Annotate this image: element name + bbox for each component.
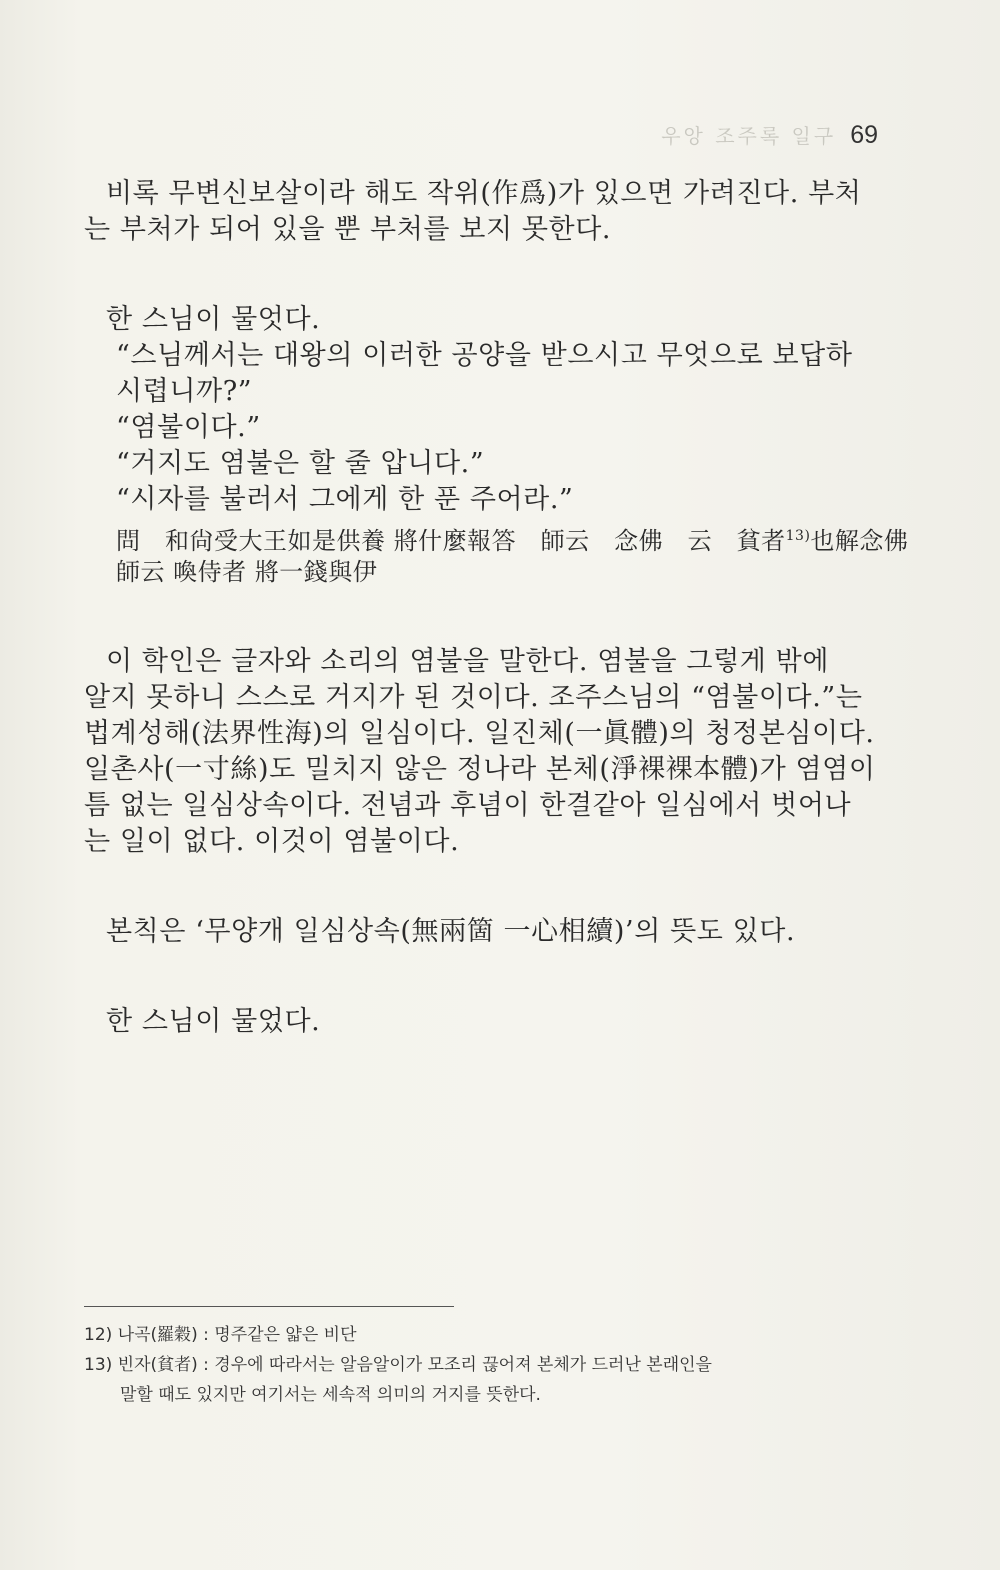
page-header: [661, 120, 878, 150]
text-line: 틈 없는 일심상속이다. 전념과 후념이 한결같아 일심에서 벗어나: [84, 790, 852, 821]
text-line: 비록 무변신보살이라 해도 작위(作爲)가 있으면 가려진다. 부처: [106, 178, 862, 209]
text-line: 일촌사(一寸絲)도 밀치지 않은 정나라 본체(淨裸裸本體)가 염염이: [84, 754, 876, 785]
classical-chinese-line: 問 和尙受大王如是供養 將什麼報答 師云 念佛 云 貧者$^{13)}$也解念佛: [116, 527, 909, 555]
footnote-divider: [84, 1306, 454, 1307]
dialogue-line: “거지도 염불은 할 줄 압니다.”: [116, 448, 485, 479]
dialogue-line: “염불이다.”: [116, 412, 261, 443]
running-title: 우앙 조주록 일구: [661, 124, 837, 148]
footnotes: [84, 1320, 904, 1410]
footnote-13-continued: 말할 때도 있지만 여기서는 세속적 의미의 거지를 뜻한다.: [120, 1385, 541, 1405]
text-line: 본칙은 ‘무양개 일심상속(無兩箇 一心相續)’의 뜻도 있다.: [106, 916, 796, 947]
text-line: 알지 못하니 스스로 거지가 된 것이다. 조주스님의 “염불이다.”는: [84, 682, 863, 713]
page-number: 69: [850, 121, 878, 149]
text-line: 는 부처가 되어 있을 뿐 부처를 보지 못한다.: [84, 214, 612, 245]
paragraph-gap: [84, 860, 894, 914]
text-line: 한 스님이 물었다.: [106, 1006, 321, 1037]
classical-chinese-line: 師云 喚侍者 將一錢與伊: [116, 558, 378, 586]
paragraph-gap: [84, 248, 894, 302]
dialogue-line: 시렵니까?”: [116, 376, 253, 407]
text-line: 는 일이 없다. 이것이 염불이다.: [84, 826, 460, 857]
text-line: 법계성해(法界性海)의 일심이다. 일진체(一眞體)의 청정본심이다.: [84, 718, 875, 749]
dialogue-line: “스님께서는 대왕의 이러한 공양을 받으시고 무엇으로 보답하: [116, 340, 853, 371]
footnote-12: 12) 나곡(羅穀) : 명주같은 얇은 비단: [84, 1325, 357, 1345]
main-text: [84, 176, 909, 1040]
footnote-ref: 13): [785, 528, 811, 544]
footnote-13: 13) 빈자(貧者) : 경우에 따라서는 알음알이가 모조리 끊어져 본체가 드러난 본래인을: [84, 1355, 712, 1375]
text-line: 한 스님이 물엇다.: [106, 304, 321, 335]
paragraph-gap: [84, 950, 894, 1004]
text-line: 이 학인은 글자와 소리의 염불을 말한다. 염불을 그렇게 밖에: [106, 646, 830, 677]
paragraph-gap: [84, 590, 894, 644]
dialogue-line: “시자를 불러서 그에게 한 푼 주어라.”: [116, 484, 574, 515]
